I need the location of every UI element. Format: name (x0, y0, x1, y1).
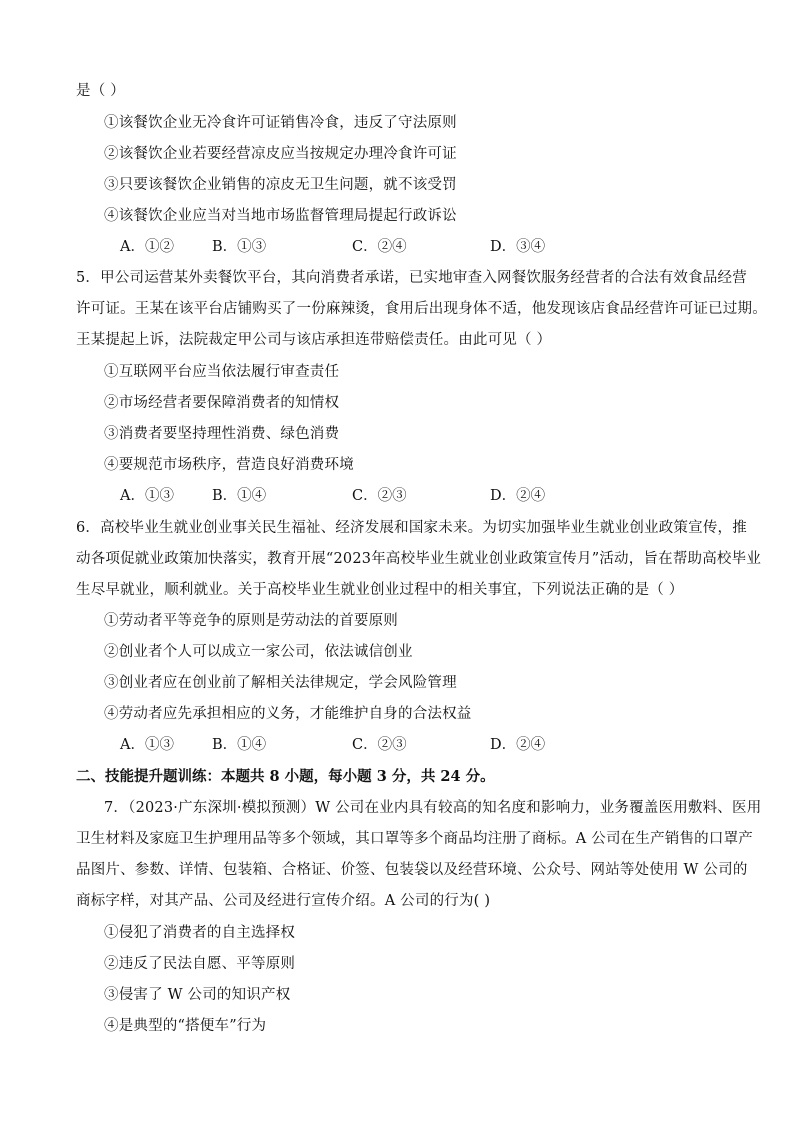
q4-option-3: ③只要该餐饮企业销售的凉皮无卫生问题，就不该受罚 (104, 177, 457, 193)
q7-option-3: ③侵害了 W 公司的知识产权 (104, 987, 291, 1003)
q6-option-4: ④劳动者应先承担相应的义务，才能维护自身的合法权益 (104, 706, 472, 722)
q5-choice-a: A．①③ (120, 488, 174, 504)
q6-choice-b: B．①④ (212, 737, 267, 753)
q6-choice-a: A．①③ (120, 737, 174, 753)
q5-choice-b: B．①④ (212, 488, 267, 504)
q4-choice-a: A．①② (120, 239, 174, 255)
q6-choice-c: C．②③ (352, 737, 407, 753)
q5-stem-line-1: 5．甲公司运营某外卖餐饮平台，其向消费者承诺，已实地审查入网餐饮服务经营者的合法有效食品经营 (76, 270, 747, 286)
q4-choice-b: B．①③ (212, 239, 267, 255)
q6-option-1: ①劳动者平等竞争的原则是劳动法的首要原则 (104, 613, 398, 629)
q6-choice-d: D．②④ (490, 737, 546, 753)
q6-option-3: ③创业者应在创业前了解相关法律规定，学会风险管理 (104, 675, 457, 691)
q4-choice-c: C．②④ (352, 239, 407, 255)
q6-option-2: ②创业者个人可以成立一家公司，依法诚信创业 (104, 644, 413, 660)
q4-option-2: ②该餐饮企业若要经营凉皮应当按规定办理冷食许可证 (104, 146, 457, 162)
q5-option-1: ①互联网平台应当依法履行审查责任 (104, 364, 340, 380)
q7-stem-line-3: 品图片、参数、详情、包装箱、合格证、价签、包装袋以及经营环境、公众号、网站等处使用 W 公司的 (76, 862, 748, 878)
q7-option-4: ④是典型的“搭便车”行为 (104, 1018, 267, 1034)
q4-choice-d: D．③④ (490, 239, 546, 255)
q5-choice-c: C．②③ (352, 488, 407, 504)
q7-option-1: ①侵犯了消费者的自主选择权 (104, 925, 296, 941)
q5-stem-line-3: 王某提起上诉，法院裁定甲公司与该店承担连带赔偿责任。由此可见（ ） (76, 332, 552, 348)
q5-option-4: ④要规范市场秩序，营造良好消费环境 (104, 457, 354, 473)
q7-stem-line-2: 卫生材料及家庭卫生护理用品等多个领域，其口罩等多个商品均注册了商标。A 公司在生产销售的口罩产 (76, 831, 753, 847)
q4-option-4: ④该餐饮企业应当对当地市场监督管理局提起行政诉讼 (104, 208, 457, 224)
q5-option-2: ②市场经营者要保障消费者的知情权 (104, 395, 340, 411)
q6-stem-line-1: 6．高校毕业生就业创业事关民生福祉、经济发展和国家未来。为切实加强毕业生就业创业政策宣传，推 (76, 520, 747, 536)
q5-option-3: ③消费者要坚持理性消费、绿色消费 (104, 426, 340, 442)
q5-choice-d: D．②④ (490, 488, 546, 504)
q4-option-1: ①该餐饮企业无冷食许可证销售冷食，违反了守法原则 (104, 115, 457, 131)
q4-stem-tail: 是（ ） (76, 83, 125, 99)
q6-stem-line-3: 生尽早就业，顺利就业。关于高校毕业生就业创业过程中的相关事宜，下列说法正确的是（ ） (76, 582, 684, 598)
q7-option-2: ②违反了民法自愿、平等原则 (104, 956, 296, 972)
q5-stem-line-2: 许可证。王某在该平台店铺购买了一份麻辣烫，食用后出现身体不适，他发现该店食品经营许可证已过期。 (76, 301, 767, 317)
q7-stem-line-4: 商标字样，对其产品、公司及经进行宣传介绍。A 公司的行为( ) (76, 893, 491, 909)
q7-stem-line-1: 7．（2023·广东深圳·模拟预测）W 公司在业内具有较高的知名度和影响力，业务覆盖医用敷料、医用 (104, 800, 762, 816)
q6-stem-line-2: 动各项促就业政策加快落实，教育开展“2023年高校毕业生就业创业政策宣传月”活动，旨在帮助高校毕业 (76, 551, 762, 567)
section-heading: 二、技能提升题训练：本题共 8 小题，每小题 3 分，共 24 分。 (76, 768, 495, 785)
